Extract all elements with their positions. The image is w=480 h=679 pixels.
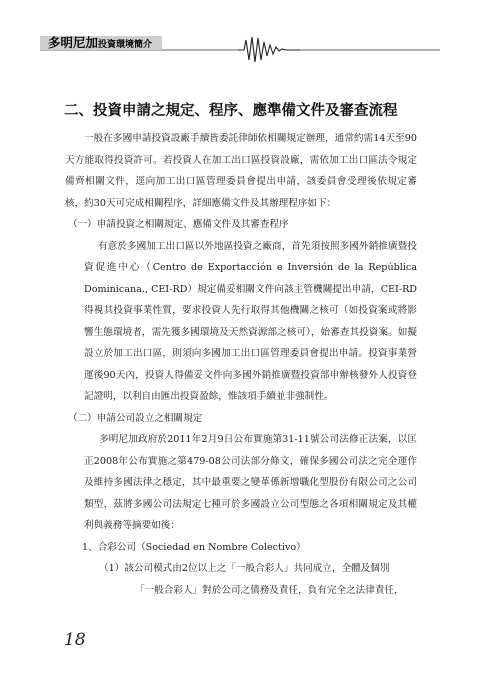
heartbeat-line-icon xyxy=(238,37,300,62)
page-header xyxy=(0,0,480,75)
item1-heading: 1、合彩公司（Sociedad en Nombre Colectivo） xyxy=(82,541,306,553)
intro-paragraph: 一般在多國申請投資設廠手續皆委託律師依相關規定辦理，通常約需14天至90天方能取得投資許可。若投資人在加工出口區投資設廠，需依加工出口區法令規定備齊相關文件，逕向加工出口區管理委員會提出申請，該委員會受理後依規定審核，約30天可完成相關程序，詳細應備文件及其辦理程序如下： xyxy=(65,133,417,209)
item1-sub1-cont: 「一般合彩人」對於公司之債務及責任，負有完全之法律責任， xyxy=(135,584,404,596)
sub1-paragraph: 有意於多國加工出口區以外地區投資之廠商，首先須按照多國外銷推廣暨投資促進中心（Centro de Exportacción e Inversión de la República Dominicana., CEI-RD）規定備妥相關文件向該主管機關提出申請，CEI-RD得視其投資事業性質，要求投資人先行取得其他機關之核可（如投資案或將影響生態環境者，需先獲多國環境及天然資源部之核可），始審查其投資案。如擬設立於加工出口區，則須向多國加工出口區管理委員會提出申請。投資事業營運後90天內，投資人得備妥文件向多國外銷推廣暨投資部申辦核發外人投資登記證明，以利自由匯出投資盈餘，惟該項手續並非強制性。 xyxy=(84,240,417,402)
header-banner xyxy=(40,36,162,50)
header-subtitle: 投資環境簡介 xyxy=(98,40,153,50)
item1-sub1: （1）該公司模式由2位以上之「一般合彩人」共同成立，全體及個別 xyxy=(99,563,390,574)
section-title: 二、投資申請之規定、程序、應準備文件及審查流程 xyxy=(64,103,398,119)
sub1-heading: （一）申請投資之相關規定、應備文件及其審查程序 xyxy=(68,219,289,230)
page-number: 18 xyxy=(64,630,86,650)
sub2-paragraph: 多明尼加政府於2011年2月9日公布實施第31-11號公司法修正法案，以匡正2008年公布實施之第479-08公司法部分條文，確保多國公司法之完全運作及維持多國法律之穩定，其中最重要之變革係新增職化型股份有限公司之公司類型，茲將多國公司法規定七種可於多國設立公司型態之各項相關規定及其權利與義務等摘要如後： xyxy=(84,434,417,531)
body-content xyxy=(65,128,417,601)
header-country: 多明尼加 xyxy=(48,35,99,50)
sub2-heading: （二）申請公司設立之相關規定 xyxy=(68,412,203,424)
